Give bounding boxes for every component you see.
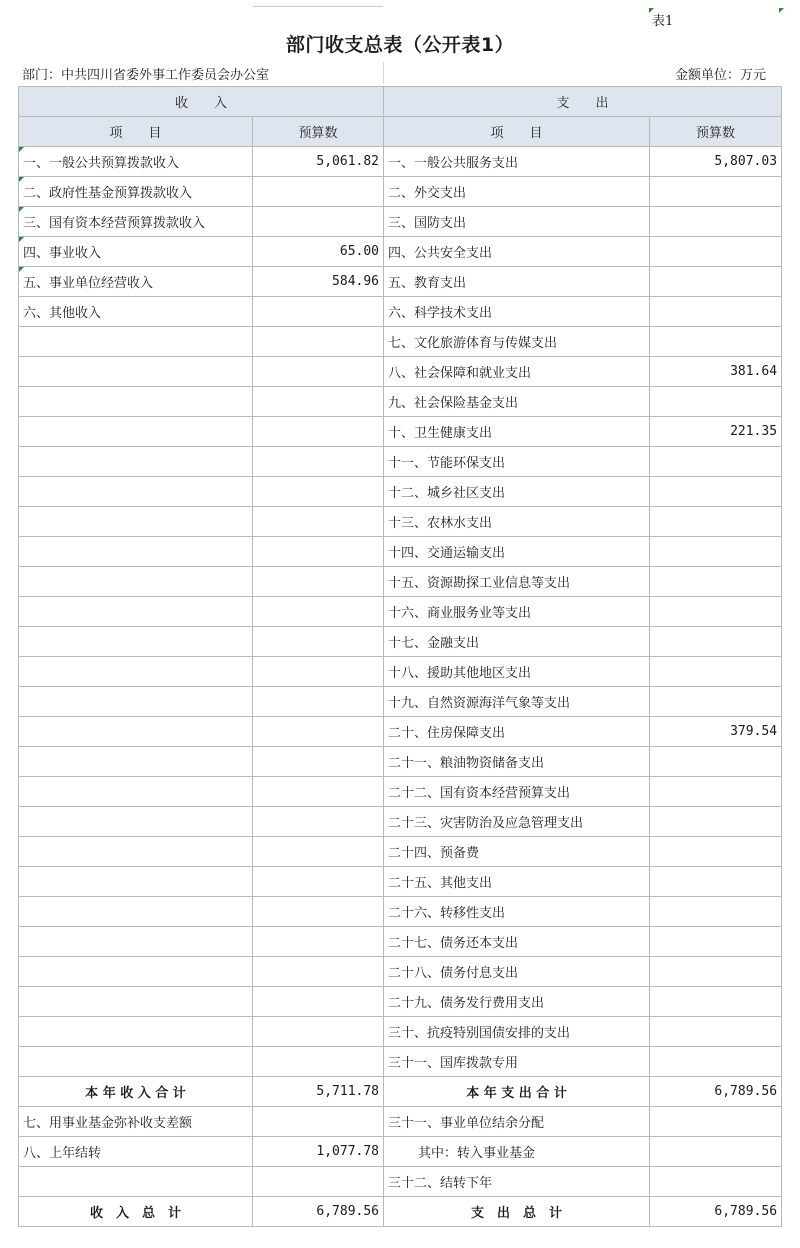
expense-value-cell <box>650 777 782 807</box>
expense-item-cell: 十八、援助其他地区支出 <box>384 657 650 687</box>
table-row <box>19 507 782 537</box>
expense-budget-header: 预算数 <box>650 117 782 147</box>
meta-divider <box>383 62 384 84</box>
expense-subtotal-value: 6,789.56 <box>650 1077 782 1107</box>
income-item-cell <box>19 1047 253 1077</box>
income-value-cell <box>253 747 384 777</box>
expense-item-cell: 二十四、预备费 <box>384 837 650 867</box>
expense-value-cell <box>650 567 782 597</box>
table-row <box>19 537 782 567</box>
expense-value-cell <box>650 927 782 957</box>
expense-item-cell: 四、公共安全支出 <box>384 237 650 267</box>
table-row <box>19 807 782 837</box>
income-value-cell <box>253 867 384 897</box>
income-item-cell: 二、政府性基金预算拨款收入 <box>19 177 253 207</box>
table-row <box>19 867 782 897</box>
table-row <box>19 1167 782 1197</box>
table-row <box>19 1137 782 1167</box>
income-value-cell <box>253 807 384 837</box>
expense-item-cell: 十六、商业服务业等支出 <box>384 597 650 627</box>
expense-value-cell <box>650 297 782 327</box>
income-item-cell: 八、上年结转 <box>19 1137 253 1167</box>
cell-comment-marker <box>19 177 24 182</box>
expense-value-cell <box>650 747 782 777</box>
expense-value-cell <box>650 837 782 867</box>
table-row <box>19 837 782 867</box>
table-row <box>19 897 782 927</box>
income-item-cell <box>19 507 253 537</box>
table-row <box>19 297 782 327</box>
table-number: 表1 <box>652 14 674 29</box>
expense-item-cell: 五、教育支出 <box>384 267 650 297</box>
income-item-cell <box>19 357 253 387</box>
expense-item-header: 项 目 <box>384 117 650 147</box>
income-value-cell <box>253 717 384 747</box>
income-item-cell <box>19 687 253 717</box>
table-row <box>19 627 782 657</box>
expense-item-cell: 二十五、其他支出 <box>384 867 650 897</box>
income-item-cell: 四、事业收入 <box>19 237 253 267</box>
income-value-cell <box>253 417 384 447</box>
table-row <box>19 657 782 687</box>
subtotal-row <box>19 1077 782 1107</box>
table-row <box>19 147 782 177</box>
expense-total-value: 6,789.56 <box>650 1197 782 1227</box>
income-value-cell <box>253 1047 384 1077</box>
expense-value-cell <box>650 1047 782 1077</box>
table-row <box>19 1017 782 1047</box>
expense-value-cell: 379.54 <box>650 717 782 747</box>
expense-value-cell <box>650 327 782 357</box>
expense-value-cell <box>650 657 782 687</box>
income-item-cell: 三、国有资本经营预算拨款收入 <box>19 207 253 237</box>
expense-value-cell: 221.35 <box>650 417 782 447</box>
income-item-cell <box>19 657 253 687</box>
income-item-cell: 七、用事业基金弥补收支差额 <box>19 1107 253 1137</box>
income-item-cell <box>19 417 253 447</box>
income-item-cell <box>19 927 253 957</box>
expense-item-cell: 十四、交通运输支出 <box>384 537 650 567</box>
income-value-cell <box>253 567 384 597</box>
income-item-cell: 五、事业单位经营收入 <box>19 267 253 297</box>
expense-value-cell <box>650 387 782 417</box>
income-value-cell <box>253 297 384 327</box>
income-item-cell <box>19 837 253 867</box>
table-row <box>19 177 782 207</box>
expense-item-cell: 三十一、事业单位结余分配 <box>384 1107 650 1137</box>
income-item-cell <box>19 1017 253 1047</box>
expense-item-cell: 三十一、国库拨款专用 <box>384 1047 650 1077</box>
income-value-cell <box>253 987 384 1017</box>
table-row <box>19 597 782 627</box>
income-total-value: 6,789.56 <box>253 1197 384 1227</box>
table-row <box>19 237 782 267</box>
income-item-header: 项 目 <box>19 117 253 147</box>
expense-item-cell: 六、科学技术支出 <box>384 297 650 327</box>
table-row <box>19 417 782 447</box>
income-value-cell <box>253 597 384 627</box>
income-value-cell <box>253 627 384 657</box>
expense-value-cell <box>650 957 782 987</box>
income-item-cell: 一、一般公共预算拨款收入 <box>19 147 253 177</box>
income-subtotal-value: 5,711.78 <box>253 1077 384 1107</box>
income-value-cell: 584.96 <box>253 267 384 297</box>
income-value-cell <box>253 327 384 357</box>
income-value-cell <box>253 477 384 507</box>
income-value-cell <box>253 777 384 807</box>
expense-value-cell <box>650 207 782 237</box>
income-item-cell <box>19 1167 253 1197</box>
income-value-cell: 5,061.82 <box>253 147 384 177</box>
cell-comment-marker <box>19 237 24 242</box>
expense-value-cell <box>650 267 782 297</box>
table-row <box>19 207 782 237</box>
income-value-cell: 65.00 <box>253 237 384 267</box>
expense-item-cell: 二、外交支出 <box>384 177 650 207</box>
expense-item-cell: 七、文化旅游体育与传媒支出 <box>384 327 650 357</box>
department-label: 部门：中共四川省委外事工作委员会办公室 <box>22 68 270 83</box>
expense-value-cell <box>650 507 782 537</box>
table-row <box>19 387 782 417</box>
expense-item-cell: 十九、自然资源海洋气象等支出 <box>384 687 650 717</box>
table-row <box>19 777 782 807</box>
cell-comment-marker <box>19 267 24 272</box>
table-row <box>19 927 782 957</box>
expense-value-cell: 381.64 <box>650 357 782 387</box>
table-row <box>19 477 782 507</box>
income-item-cell <box>19 477 253 507</box>
expense-item-cell: 十五、资源勘探工业信息等支出 <box>384 567 650 597</box>
expense-item-cell: 二十、住房保障支出 <box>384 717 650 747</box>
cell-comment-marker <box>779 8 784 13</box>
income-value-cell <box>253 507 384 537</box>
income-item-cell <box>19 567 253 597</box>
expense-item-cell: 三十、抗疫特别国债安排的支出 <box>384 1017 650 1047</box>
income-value-cell <box>253 357 384 387</box>
expense-item-cell: 三十二、结转下年 <box>384 1167 650 1197</box>
income-value-cell <box>253 927 384 957</box>
expense-item-cell: 三、国防支出 <box>384 207 650 237</box>
income-item-cell <box>19 597 253 627</box>
expense-value-cell <box>650 237 782 267</box>
expense-value-cell <box>650 867 782 897</box>
expense-item-cell: 一、一般公共服务支出 <box>384 147 650 177</box>
expense-value-cell <box>650 807 782 837</box>
expense-item-cell: 二十一、粮油物资储备支出 <box>384 747 650 777</box>
income-item-cell <box>19 987 253 1017</box>
expense-value-cell <box>650 987 782 1017</box>
expense-item-cell: 十七、金融支出 <box>384 627 650 657</box>
expense-item-cell: 其中：转入事业基金 <box>384 1137 650 1167</box>
top-divider-line <box>253 6 383 7</box>
income-value-cell <box>253 687 384 717</box>
income-value-cell <box>253 837 384 867</box>
budget-summary-table <box>18 86 782 1227</box>
page-title: 部门收支总表（公开表1） <box>285 34 515 56</box>
expense-value-cell <box>650 597 782 627</box>
expense-value-cell <box>650 537 782 567</box>
expense-item-cell: 十三、农林水支出 <box>384 507 650 537</box>
expense-value-cell <box>650 447 782 477</box>
cell-comment-marker <box>19 147 24 152</box>
income-value-cell <box>253 1167 384 1197</box>
table-row <box>19 447 782 477</box>
income-value-cell <box>253 657 384 687</box>
table-row <box>19 357 782 387</box>
expense-item-cell: 二十二、国有资本经营预算支出 <box>384 777 650 807</box>
expense-item-cell: 二十八、债务付息支出 <box>384 957 650 987</box>
table-row <box>19 987 782 1017</box>
income-item-cell <box>19 807 253 837</box>
expense-item-cell: 二十六、转移性支出 <box>384 897 650 927</box>
income-budget-header: 预算数 <box>253 117 384 147</box>
expense-item-cell: 二十九、债务发行费用支出 <box>384 987 650 1017</box>
income-item-cell <box>19 957 253 987</box>
table-row <box>19 717 782 747</box>
income-section-header: 收 入 <box>19 87 384 117</box>
income-subtotal-label: 本 年 收 入 合 计 <box>19 1077 253 1107</box>
table-row <box>19 327 782 357</box>
table-row <box>19 567 782 597</box>
expense-value-cell <box>650 687 782 717</box>
column-header-row <box>19 117 782 147</box>
table-row <box>19 267 782 297</box>
expense-value-cell <box>650 177 782 207</box>
table-row <box>19 957 782 987</box>
income-total-label: 收 入 总 计 <box>19 1197 253 1227</box>
expense-item-cell: 二十七、债务还本支出 <box>384 927 650 957</box>
income-value-cell <box>253 957 384 987</box>
expense-value-cell <box>650 1137 782 1167</box>
income-value-cell <box>253 447 384 477</box>
expense-value-cell <box>650 477 782 507</box>
income-value-cell <box>253 387 384 417</box>
income-item-cell <box>19 387 253 417</box>
income-item-cell <box>19 717 253 747</box>
grand-total-row <box>19 1197 782 1227</box>
income-item-cell <box>19 537 253 567</box>
income-item-cell <box>19 897 253 927</box>
income-value-cell <box>253 177 384 207</box>
expense-value-cell <box>650 1167 782 1197</box>
income-value-cell <box>253 537 384 567</box>
expense-item-cell: 十二、城乡社区支出 <box>384 477 650 507</box>
income-item-cell: 六、其他收入 <box>19 297 253 327</box>
expense-item-cell: 二十三、灾害防治及应急管理支出 <box>384 807 650 837</box>
income-value-cell <box>253 207 384 237</box>
expense-item-cell: 九、社会保险基金支出 <box>384 387 650 417</box>
expense-value-cell <box>650 627 782 657</box>
expense-value-cell <box>650 1107 782 1137</box>
income-item-cell <box>19 867 253 897</box>
income-item-cell <box>19 447 253 477</box>
expense-item-cell: 八、社会保障和就业支出 <box>384 357 650 387</box>
income-item-cell <box>19 327 253 357</box>
section-header-row <box>19 87 782 117</box>
income-value-cell <box>253 897 384 927</box>
expense-item-cell: 十、卫生健康支出 <box>384 417 650 447</box>
amount-unit-label: 金额单位：万元 <box>674 68 766 83</box>
expense-section-header: 支 出 <box>384 87 782 117</box>
table-row <box>19 687 782 717</box>
cell-comment-marker <box>19 207 24 212</box>
expense-total-label: 支 出 总 计 <box>384 1197 650 1227</box>
income-value-cell: 1,077.78 <box>253 1137 384 1167</box>
income-item-cell <box>19 777 253 807</box>
table-row <box>19 1107 782 1137</box>
expense-value-cell <box>650 897 782 927</box>
income-value-cell <box>253 1107 384 1137</box>
expense-item-cell: 十一、节能环保支出 <box>384 447 650 477</box>
income-value-cell <box>253 1017 384 1047</box>
expense-value-cell: 5,807.03 <box>650 147 782 177</box>
table-row <box>19 1047 782 1077</box>
income-item-cell <box>19 627 253 657</box>
expense-value-cell <box>650 1017 782 1047</box>
table-row <box>19 747 782 777</box>
expense-subtotal-label: 本 年 支 出 合 计 <box>384 1077 650 1107</box>
income-item-cell <box>19 747 253 777</box>
